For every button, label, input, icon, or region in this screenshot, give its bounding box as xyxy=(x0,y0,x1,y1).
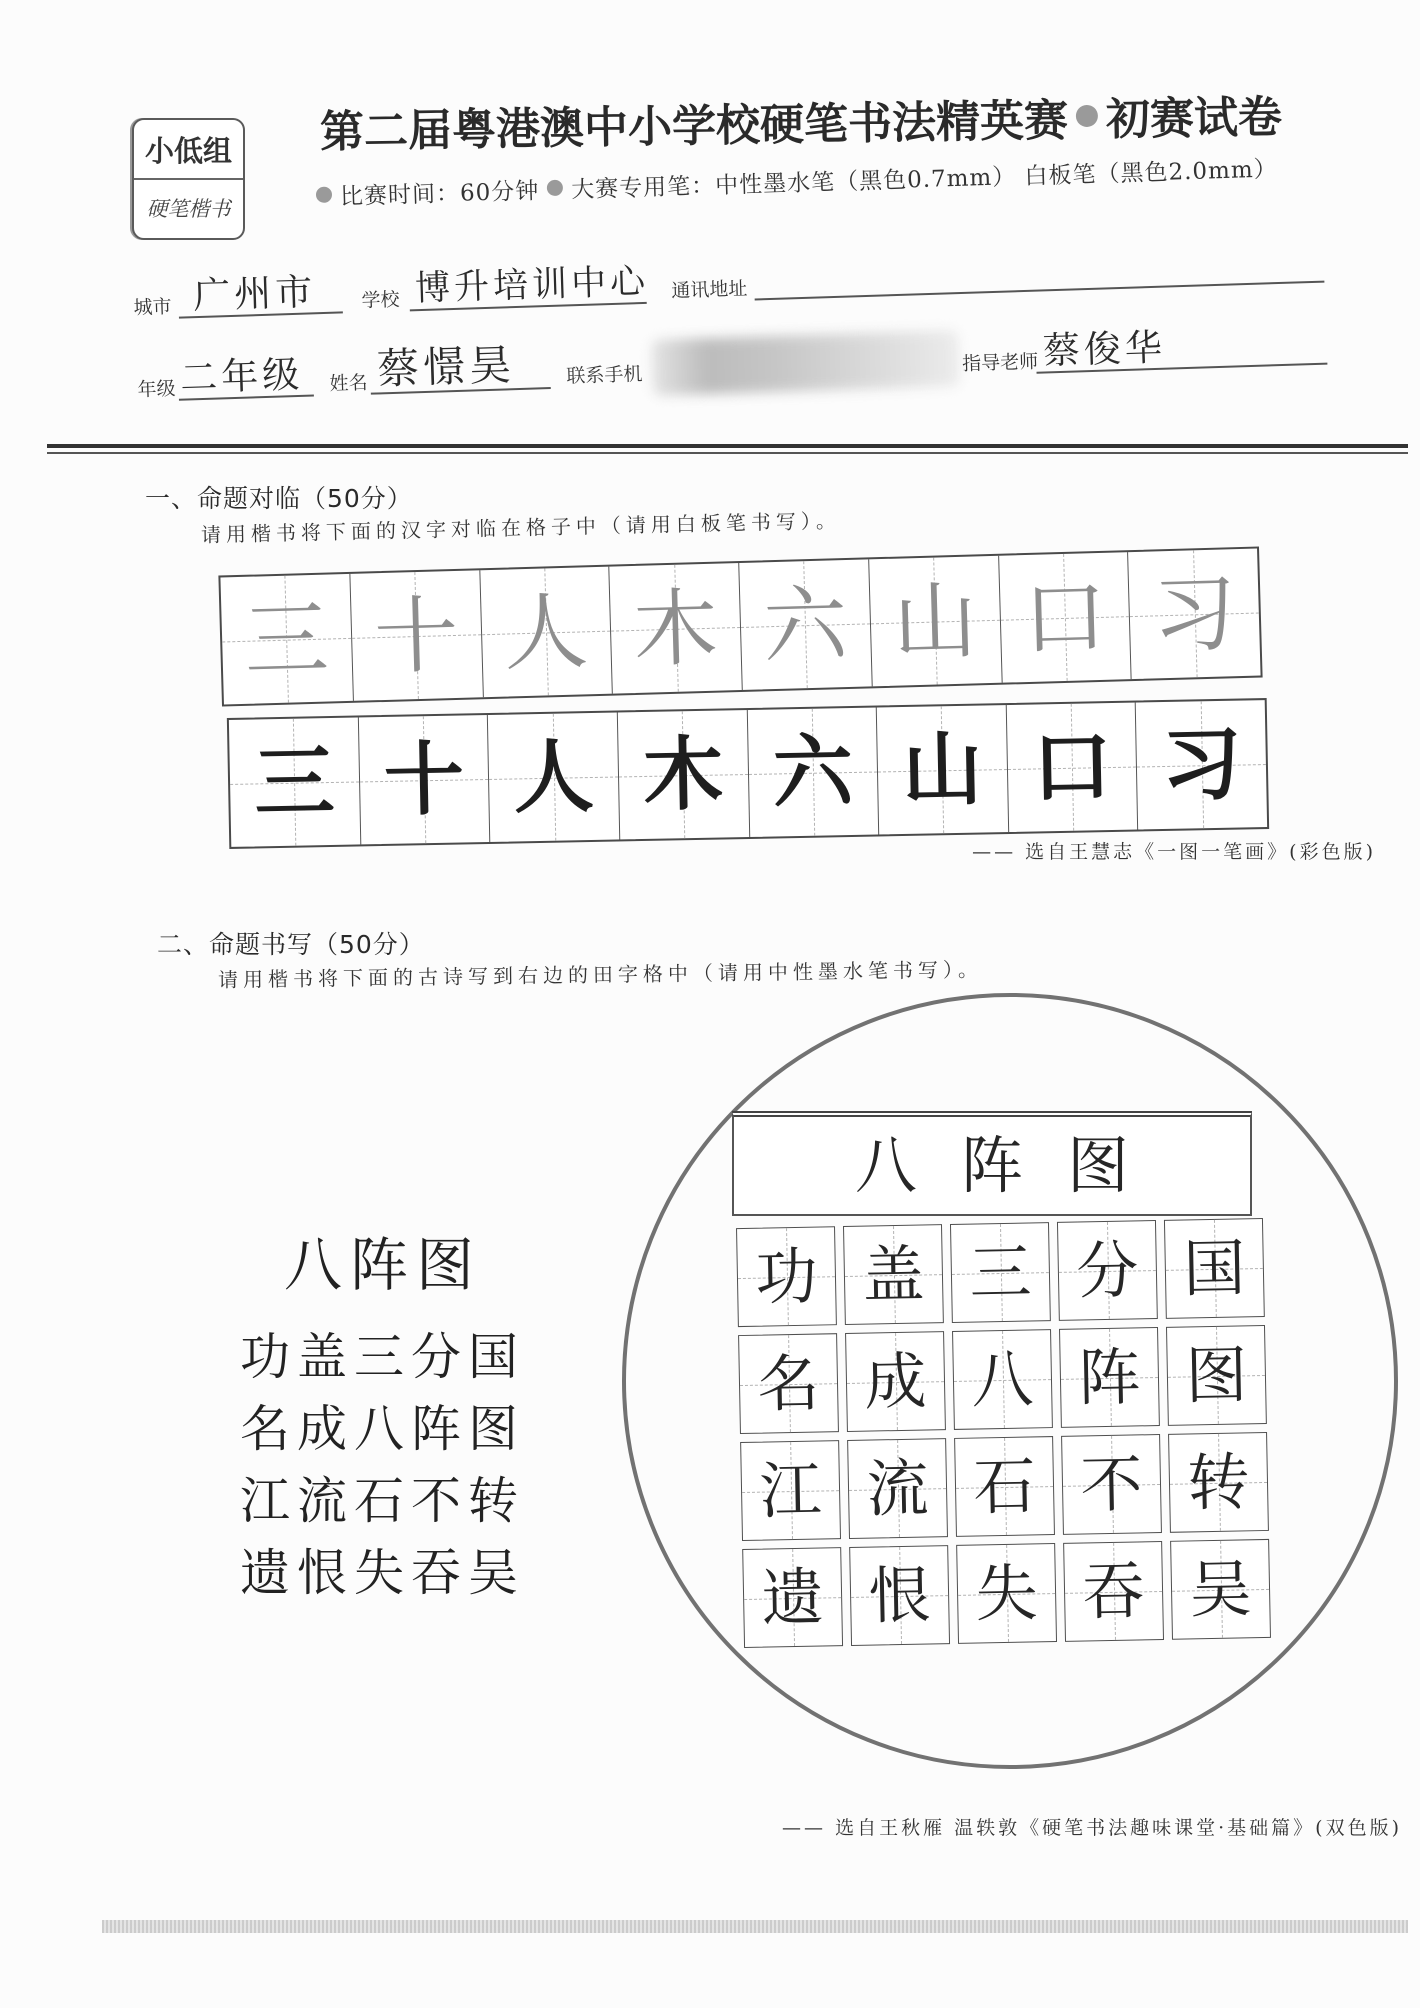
answer-cell xyxy=(736,1226,837,1327)
answer-cell xyxy=(954,1436,1055,1537)
student-copy-cell xyxy=(350,570,483,701)
grid-character: 三 xyxy=(968,1234,1033,1310)
badge-group: 小低组 xyxy=(134,120,243,180)
grid-character: 口 xyxy=(1031,719,1113,815)
grid-character: 人 xyxy=(502,581,590,683)
answer-grid xyxy=(736,1218,1271,1648)
bullet-icon xyxy=(1076,105,1098,127)
header-divider xyxy=(47,452,1408,454)
grid-character: 国 xyxy=(1182,1230,1247,1306)
grid-character: 转 xyxy=(1186,1444,1251,1519)
grid-character: 盖 xyxy=(861,1236,926,1312)
section2-heading: 二、命题书写（50分） xyxy=(157,930,425,959)
answer-cell xyxy=(950,1222,1051,1323)
exam-title xyxy=(319,88,1283,158)
poem-line: 功盖三分国 xyxy=(240,1328,525,1386)
grid-character: 分 xyxy=(1075,1232,1140,1308)
poem-title: 八阵图 xyxy=(283,1231,482,1299)
grid-character: 图 xyxy=(1184,1337,1249,1412)
answer-cell xyxy=(952,1329,1053,1430)
grid-character: 八 xyxy=(970,1341,1035,1417)
model-char-cell xyxy=(747,708,879,837)
info-row-2 xyxy=(137,320,1338,402)
header-divider xyxy=(47,444,1408,448)
bullet-icon xyxy=(316,186,332,202)
poem-line: 名成八阵图 xyxy=(240,1400,525,1458)
grid-character: 山 xyxy=(901,722,984,817)
answer-cell xyxy=(1063,1541,1164,1642)
grid-character: 十 xyxy=(372,585,460,686)
phone-redacted xyxy=(651,330,960,396)
answer-cell xyxy=(1168,1432,1269,1533)
exam-pens: 大赛专用笔：中性墨水笔（黑色0.7mm） 白板笔（黑色2.0mm） xyxy=(570,155,1279,203)
model-char-cell xyxy=(358,715,490,844)
name-value: 蔡憬昊 xyxy=(376,340,516,394)
grid-character: 木 xyxy=(642,726,725,822)
answer-title: 八阵图 xyxy=(854,1128,1173,1202)
answer-cell xyxy=(849,1545,950,1646)
school-label: 学校 xyxy=(361,288,400,312)
bullet-icon xyxy=(547,180,563,196)
student-copy-cell xyxy=(1128,549,1260,680)
phone-label: 联系手机 xyxy=(566,363,643,388)
answer-cell xyxy=(1057,1220,1158,1321)
grid-character: 人 xyxy=(512,729,595,824)
poem-model xyxy=(229,1230,529,1609)
grid-character: 吴 xyxy=(1188,1551,1253,1626)
exam-stage: 初赛试卷 xyxy=(1105,91,1283,146)
student-copy-cell xyxy=(869,556,1002,687)
answer-cell xyxy=(956,1543,1057,1644)
info-row-1 xyxy=(133,238,1334,320)
competition-name: 第二届粤港澳中小学校硬笔书法精英赛 xyxy=(319,95,1069,158)
section1-instruction: 请用楷书将下面的汉字对临在格子中（请用白板笔书写）。 xyxy=(200,508,842,547)
model-char-cell xyxy=(1136,700,1267,829)
answer-cell xyxy=(1059,1327,1160,1428)
address-underline xyxy=(755,281,1325,301)
student-copy-grid xyxy=(218,546,1262,706)
answer-title-box xyxy=(732,1111,1252,1216)
grid-character: 阵 xyxy=(1077,1339,1142,1415)
exam-time: 比赛时间：60分钟 xyxy=(339,177,540,210)
answer-cell xyxy=(843,1224,944,1325)
grid-character: 成 xyxy=(863,1343,928,1419)
footer-band xyxy=(102,1920,1408,1933)
grid-character: 山 xyxy=(891,570,979,672)
answer-cell xyxy=(742,1547,843,1648)
answer-cell xyxy=(847,1438,948,1539)
answer-cell xyxy=(740,1440,841,1541)
model-character-grid xyxy=(227,698,1269,849)
grid-character: 不 xyxy=(1079,1446,1144,1522)
grid-character: 名 xyxy=(756,1346,821,1421)
grid-character: 恨 xyxy=(867,1557,932,1633)
poem-line: 遗恨失吞吴 xyxy=(240,1544,525,1602)
grid-character: 习 xyxy=(1160,717,1243,812)
teacher-value: 蔡俊华 xyxy=(1042,325,1167,373)
section2-instruction: 请用楷书将下面的古诗写到右边的田字格中（请用中性墨水笔书写）。 xyxy=(217,957,984,992)
name-label: 姓名 xyxy=(329,371,368,395)
student-copy-cell xyxy=(220,574,353,705)
answer-cell xyxy=(1164,1218,1265,1319)
grade-value: 二年级 xyxy=(179,352,304,400)
answer-cell xyxy=(1061,1434,1162,1535)
exam-rules xyxy=(314,151,1278,210)
grid-character: 遗 xyxy=(760,1559,825,1635)
city-label: 城市 xyxy=(133,295,172,320)
grid-character: 十 xyxy=(383,731,465,827)
answer-cell xyxy=(845,1331,946,1432)
poem-line: 江流石不转 xyxy=(240,1472,525,1530)
model-char-cell xyxy=(488,712,620,841)
grid-character: 流 xyxy=(865,1450,930,1526)
section1-heading: 一、命题对临（50分） xyxy=(145,484,413,513)
grid-character: 江 xyxy=(758,1453,823,1528)
grid-character: 失 xyxy=(974,1555,1039,1631)
answer-cell xyxy=(1170,1539,1271,1640)
school-value: 博升培训中心 xyxy=(414,261,650,310)
student-copy-cell xyxy=(999,552,1132,683)
teacher-label: 指导老师 xyxy=(961,350,1039,376)
section2-source: —— 选自王秋雁 温轶敦《硬笔书法趣味课堂·基础篇》(双色版) xyxy=(782,1817,1402,1839)
grid-character: 习 xyxy=(1151,563,1238,664)
grid-character: 六 xyxy=(761,574,849,675)
student-copy-cell xyxy=(739,559,872,690)
grid-character: 三 xyxy=(253,734,336,829)
group-badge xyxy=(132,118,245,240)
model-char-cell xyxy=(229,717,361,846)
grid-character: 木 xyxy=(632,578,720,679)
grid-character: 口 xyxy=(1021,567,1109,668)
model-char-cell xyxy=(1006,703,1138,832)
grade-label: 年级 xyxy=(137,377,176,402)
grid-character: 三 xyxy=(243,589,330,690)
section1-source: —— 选自王慧志《一图一笔画》(彩色版) xyxy=(972,841,1376,863)
address-label: 通讯地址 xyxy=(671,277,748,303)
model-char-cell xyxy=(877,705,1009,834)
grid-character: 功 xyxy=(754,1239,819,1314)
student-copy-cell xyxy=(610,563,743,694)
model-char-cell xyxy=(618,710,750,839)
student-copy-cell xyxy=(480,567,613,698)
answer-cell xyxy=(1166,1325,1267,1426)
grid-character: 吞 xyxy=(1081,1553,1146,1629)
answer-cell xyxy=(738,1333,839,1434)
city-value: 广州市 xyxy=(192,270,317,318)
grid-character: 石 xyxy=(972,1448,1037,1524)
grid-character: 六 xyxy=(771,724,854,820)
badge-category: 硬笔楷书 xyxy=(146,197,231,221)
